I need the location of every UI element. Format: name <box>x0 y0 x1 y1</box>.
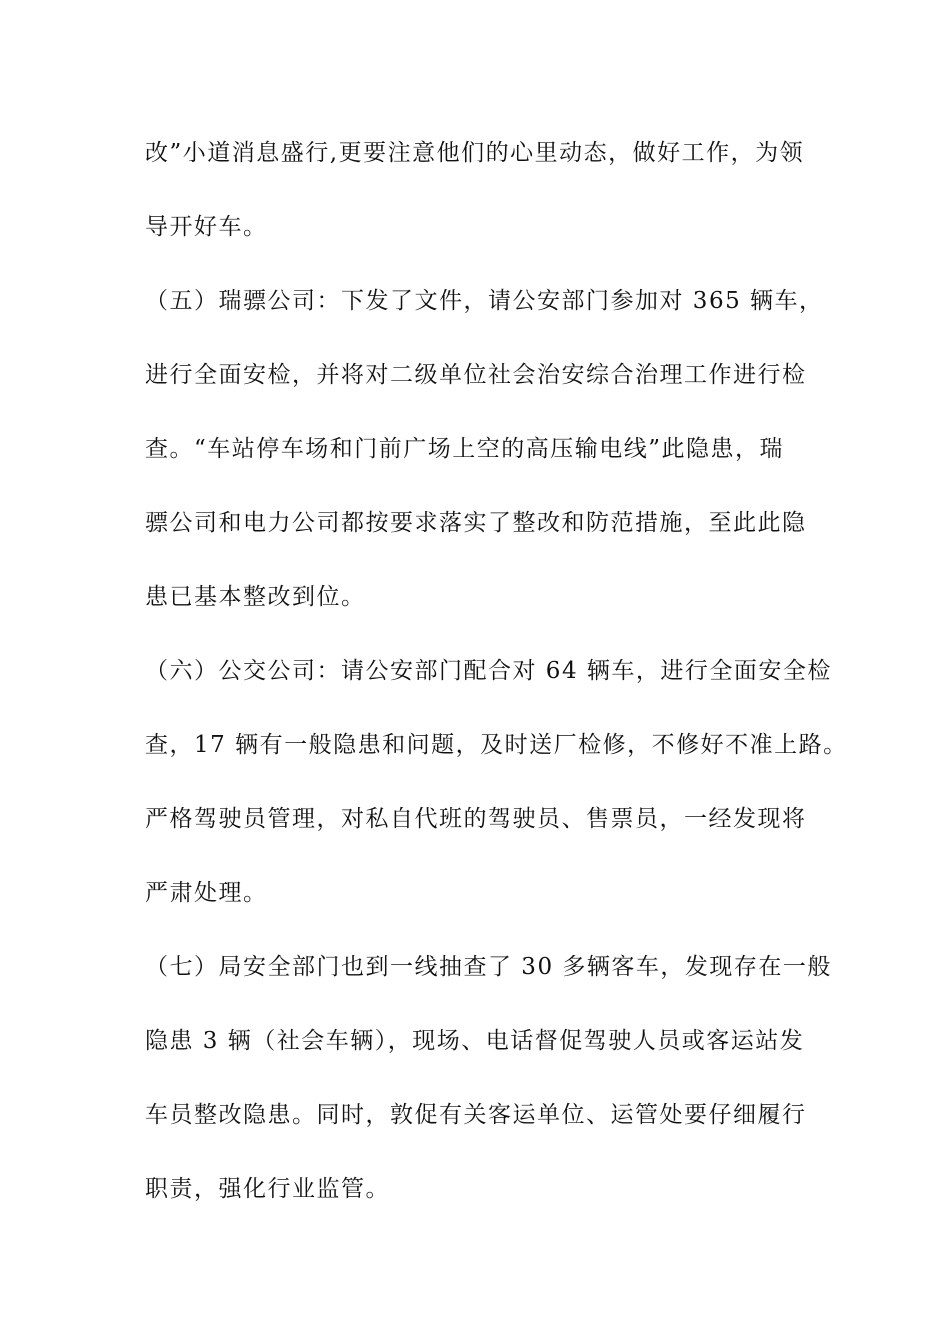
text-line: 查。“车站停车场和门前广场上空的高压输电线”此隐患，瑞 <box>145 436 785 462</box>
text-line: 严肃处理。 <box>145 880 268 906</box>
text-line: 严格驾驶员管理，对私自代班的驾驶员、售票员，一经发现将 <box>145 806 807 832</box>
text-line: 职责，强化行业监管。 <box>145 1176 390 1202</box>
text-line: 查，17 辆有一般隐患和问题，及时送厂检修，不修好不准上路。 <box>145 732 848 758</box>
text-line: 进行全面安检，并将对二级单位社会治安综合治理工作进行检 <box>145 362 807 388</box>
text-line: 隐患 3 辆（社会车辆），现场、电话督促驾驶人员或客运站发 <box>145 1028 805 1054</box>
text-line: 患已基本整改到位。 <box>145 584 366 610</box>
text-line: 车员整改隐患。同时，敦促有关客运单位、运管处要仔细履行 <box>145 1102 807 1128</box>
text-line: （七）局安全部门也到一线抽查了 30 多辆客车，发现存在一般 <box>145 954 832 980</box>
text-line: （五）瑞骠公司：下发了文件，请公安部门参加对 365 辆车， <box>145 288 824 314</box>
text-line: 导开好车。 <box>145 214 268 240</box>
text-line: 骠公司和电力公司都按要求落实了整改和防范措施，至此此隐 <box>145 510 807 536</box>
text-line: 改”小道消息盛行,更要注意他们的心里动态，做好工作，为领 <box>145 140 805 166</box>
text-line: （六）公交公司：请公安部门配合对 64 辆车，进行全面安全检 <box>145 658 832 684</box>
